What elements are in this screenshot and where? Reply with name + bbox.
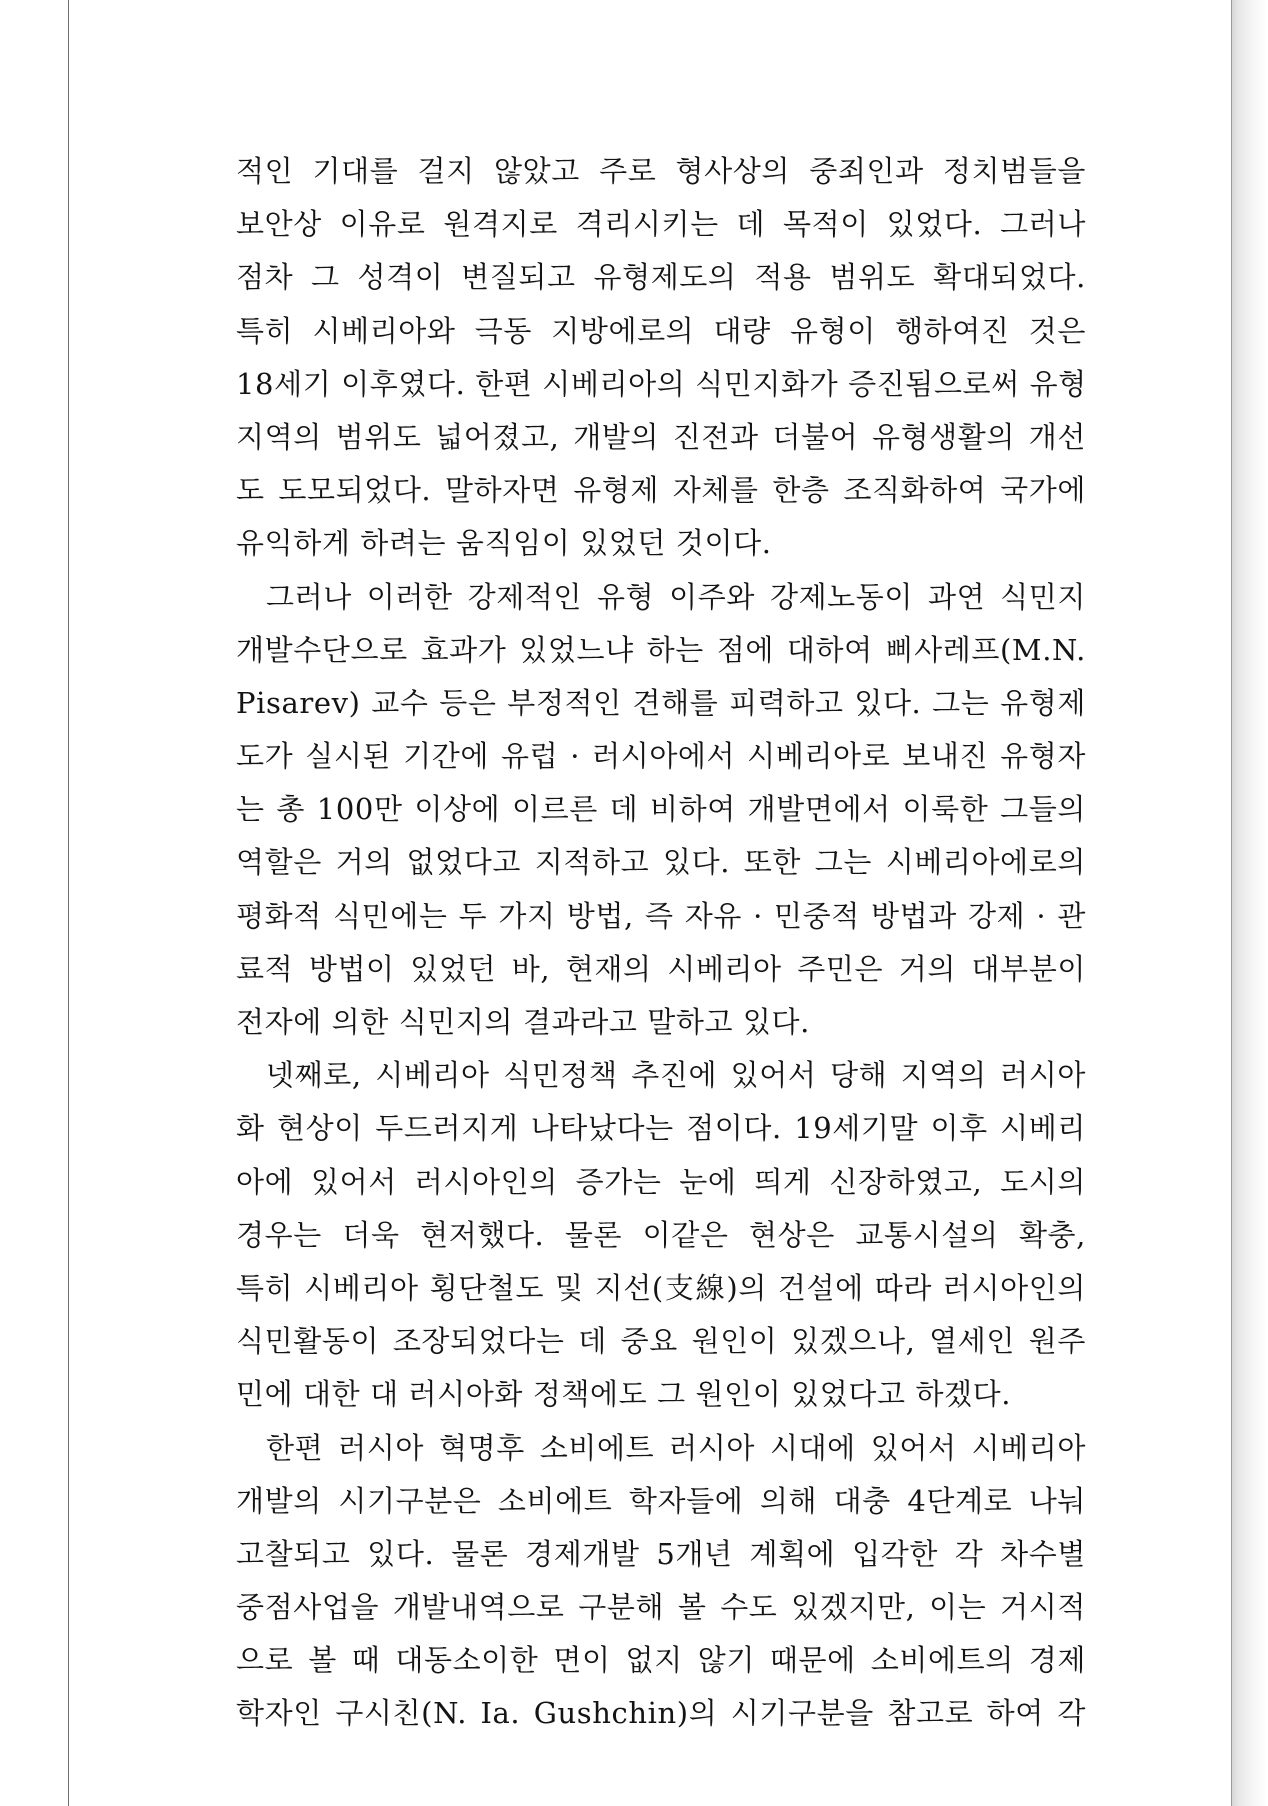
text-line: 료적 방법이 있었던 바, 현재의 시베리아 주민은 거의 대부분이 (236, 951, 1086, 986)
text-line: 특히 시베리아와 극동 지방에로의 대량 유형이 행하여진 것은 (236, 313, 1086, 348)
text-line: 식민활동이 조장되었다는 데 중요 원인이 있겠으나, 열세인 원주 (236, 1324, 1086, 1359)
paragraph-start-line: 넷째로, 시베리아 식민정책 추진에 있어서 당해 지역의 러시아 (266, 1058, 1086, 1093)
text-line: 점차 그 성격이 변질되고 유형제도의 적용 범위도 확대되었다. (236, 260, 1086, 295)
text-line: 는 총 100만 이상에 이르른 데 비하여 개발면에서 이룩한 그들의 (236, 792, 1086, 827)
text-line: 으로 볼 때 대동소이한 면이 없지 않기 때문에 소비에트의 경제 (236, 1643, 1086, 1678)
text-line: 중점사업을 개발내역으로 구분해 볼 수도 있겠지만, 이는 거시적 (236, 1590, 1086, 1625)
text-line: 고찰되고 있다. 물론 경제개발 5개년 계획에 입각한 각 차수별 (236, 1536, 1086, 1571)
text-line: 아에 있어서 러시아인의 증가는 눈에 띄게 신장하였고, 도시의 (236, 1164, 1086, 1199)
text-line: 개발의 시기구분은 소비에트 학자들에 의해 대충 4단계로 나눠 (236, 1483, 1086, 1518)
text-line: 보안상 이유로 원격지로 격리시키는 데 목적이 있었다. 그러나 (236, 207, 1086, 242)
paragraph-start-line: 그러나 이러한 강제적인 유형 이주와 강제노동이 과연 식민지 (266, 579, 1086, 614)
text-line: 18세기 이후였다. 한편 시베리아의 식민지화가 증진됨으로써 유형 (236, 366, 1087, 401)
text-line: 개발수단으로 효과가 있었느냐 하는 점에 대하여 삐사레프(M.N. (236, 632, 1086, 667)
text-line: 평화적 식민에는 두 가지 방법, 즉 자유 · 민중적 방법과 강제 · 관 (236, 898, 1086, 933)
text-line: 적인 기대를 걸지 않았고 주로 형사상의 중죄인과 정치범들을 (236, 154, 1086, 188)
text-line: 화 현상이 두드러지게 나타났다는 점이다. 19세기말 이후 시베리 (236, 1111, 1086, 1146)
text-line: 전자에 의한 식민지의 결과라고 말하고 있다. (236, 1005, 810, 1039)
paragraph-start-line: 한편 러시아 혁명후 소비에트 러시아 시대에 있어서 시베리아 (266, 1430, 1086, 1465)
text-line: 유익하게 하려는 움직임이 있었던 것이다. (236, 526, 772, 561)
text-line: 경우는 더욱 현저했다. 물론 이같은 현상은 교통시설의 확충, (236, 1217, 1086, 1252)
text-line: Pisarev) 교수 등은 부정적인 견해를 피력하고 있다. 그는 유형제 (236, 685, 1086, 720)
page-edge-shadow (1232, 0, 1268, 1806)
text-line: 역할은 거의 없었다고 지적하고 있다. 또한 그는 시베리아에로의 (236, 845, 1086, 880)
text-line: 지역의 범위도 넓어졌고, 개발의 진전과 더불어 유형생활의 개선 (236, 419, 1086, 454)
text-line: 특히 시베리아 횡단철도 및 지선(支線)의 건설에 따라 러시아인의 (236, 1270, 1086, 1305)
text-line: 도가 실시된 기간에 유럽 · 러시아에서 시베리아로 보내진 유형자 (236, 739, 1086, 774)
body-text (236, 145, 1086, 1741)
text-line: 민에 대한 대 러시아화 정책에도 그 원인이 있었다고 하겠다. (236, 1377, 1012, 1412)
text-line: 도 도모되었다. 말하자면 유형제 자체를 한층 조직화하여 국가에 (236, 473, 1086, 508)
text-line: 학자인 구시친(N. Ia. Gushchin)의 시기구분을 참고로 하여 각 (236, 1696, 1086, 1731)
